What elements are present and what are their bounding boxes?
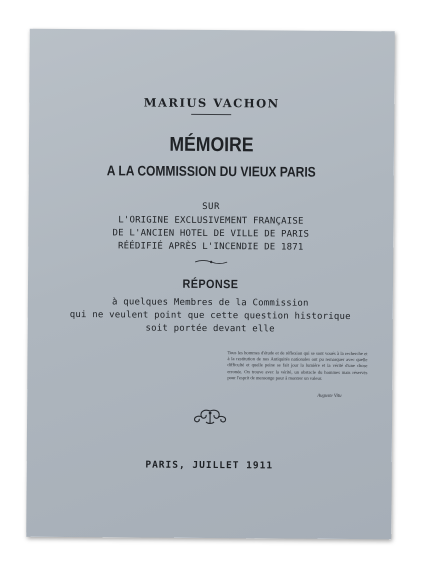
sur-label: SUR (202, 201, 220, 213)
subject-line-3: RÉÉDIFIÉ APRÈS L'INCENDIE DE 1871 (118, 241, 304, 253)
response-line-3: soit portée devant elle (145, 323, 275, 335)
response-line-2: qui ne veulent point que cette question historique (69, 310, 351, 322)
response-heading: RÉPONSE (182, 276, 239, 292)
floral-ornament-icon (190, 408, 230, 426)
epigraph-author: Auguste Vitu (317, 393, 342, 399)
author-name: MARIUS VACHON (143, 95, 280, 111)
imprint-place-date: PARIS, JUILLET 1911 (145, 459, 274, 472)
epigraph-text: Tous les hommes d'étude et de réflexion qui se sont voués à la recherche et à la restitution de nos Antiquités nationales ont pu remarquer avec quelle difficulté et quelle peine se fait jour la lumière et la vérité d'une chose erronée. On trouve avec la vérité, un obstacle du hommes mais réservés pour l'esprit de mensonge pour à montrer un valeur. (227, 350, 368, 381)
document-page (26, 29, 395, 540)
response-line-1: à quelques Membres de la Commission (112, 297, 309, 309)
author-rule (191, 114, 231, 115)
fleuron-divider-icon (194, 258, 228, 266)
document-title: MÉMOIRE (169, 133, 254, 157)
document-subtitle: A LA COMMISSION DU VIEUX PARIS (106, 162, 316, 180)
subject-line-2: DE L'ANCIEN HOTEL DE VILLE DE PARIS (112, 228, 310, 240)
subject-line-1: L'ORIGINE EXCLUSIVEMENT FRANÇAISE (118, 215, 304, 227)
